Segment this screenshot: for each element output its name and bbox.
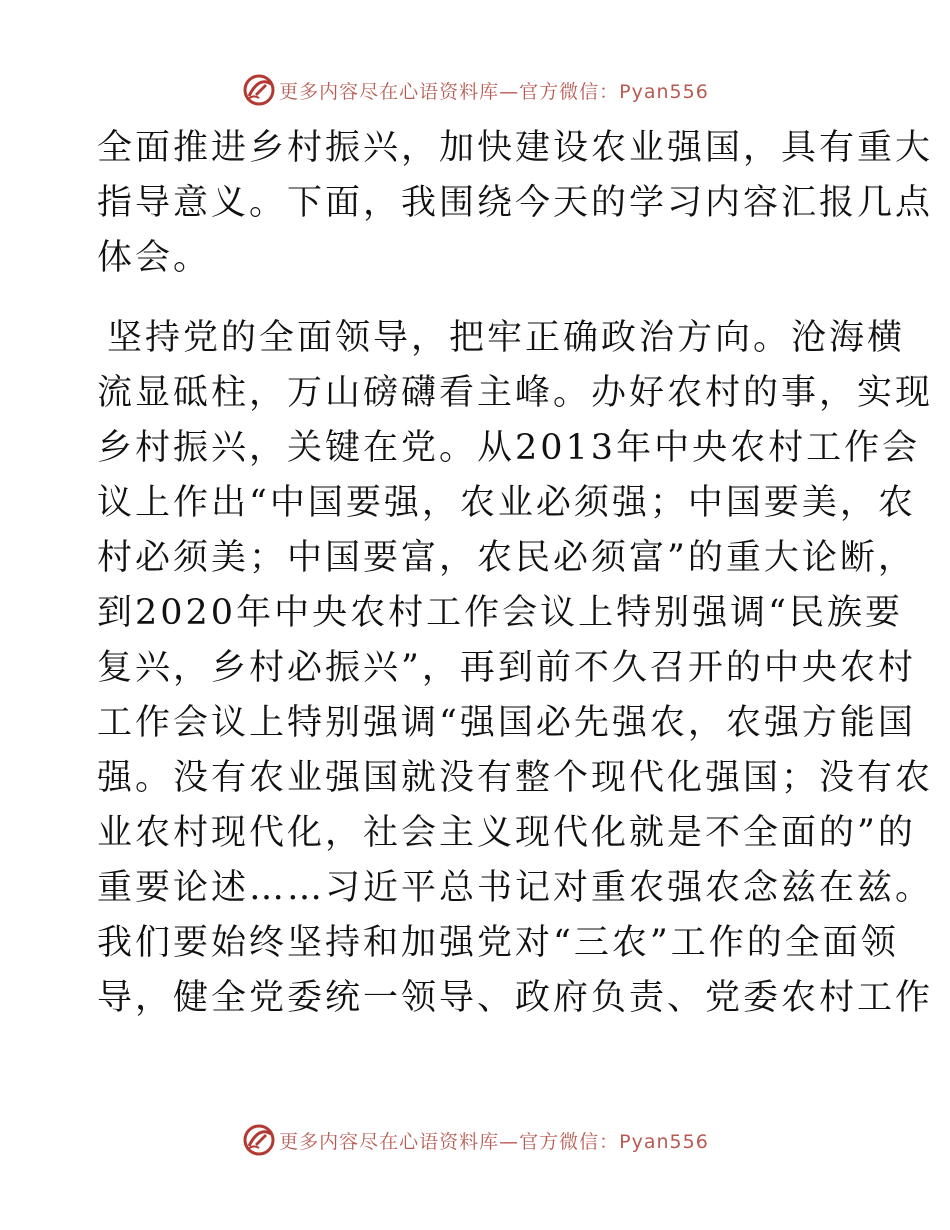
header-watermark xyxy=(0,70,950,110)
text-line: 到2020年中央农村工作会议上特别强调“民族要 xyxy=(97,593,903,633)
text-line: 强。没有农业强国就没有整个现代化强国；没有农 xyxy=(97,758,934,798)
paragraph-2 xyxy=(97,311,934,1026)
text-line: 我们要始终坚持和加强党对“三农”工作的全面领 xyxy=(97,923,899,963)
text-line: 流显砥柱，万山磅礴看主峰。办好农村的事，实现 xyxy=(97,373,934,413)
text-line: 体会。 xyxy=(97,238,212,278)
text-line: 工作会议上特别强调“强国必先强农，农强方能国 xyxy=(97,703,916,743)
text-line: 议上作出“中国要强，农业必须强；中国要美，农 xyxy=(97,483,916,523)
text-line: 乡村振兴，关键在党。从2013年中央农村工作会 xyxy=(97,428,921,468)
logo-icon xyxy=(241,72,277,108)
text-line: 复兴，乡村必振兴”，再到前不久召开的中央农村 xyxy=(97,648,916,688)
text-line: 指导意义。下面，我围绕今天的学习内容汇报几点 xyxy=(97,183,934,223)
text-line: 导，健全党委统一领导、政府负责、党委农村工作 xyxy=(97,978,934,1018)
text-line: 全面推进乡村振兴，加快建设农业强国，具有重大 xyxy=(97,128,934,168)
footer-watermark xyxy=(0,1120,950,1160)
logo-icon xyxy=(241,1122,277,1158)
paragraph-1 xyxy=(97,121,934,286)
text-line: 重要论述……习近平总书记对重农强农念兹在兹。 xyxy=(97,868,934,908)
text-line: 业农村现代化，社会主义现代化就是不全面的”的 xyxy=(97,813,916,853)
watermark-text: 更多内容尽在心语资料库—官方微信：Pyan556 xyxy=(279,80,709,103)
text-line: 村必须美；中国要富，农民必须富”的重大论断， xyxy=(97,538,916,578)
text-line: 坚持党的全面领导，把牢正确政治方向。沧海横 xyxy=(107,318,906,358)
watermark-text: 更多内容尽在心语资料库—官方微信：Pyan556 xyxy=(279,1130,709,1153)
